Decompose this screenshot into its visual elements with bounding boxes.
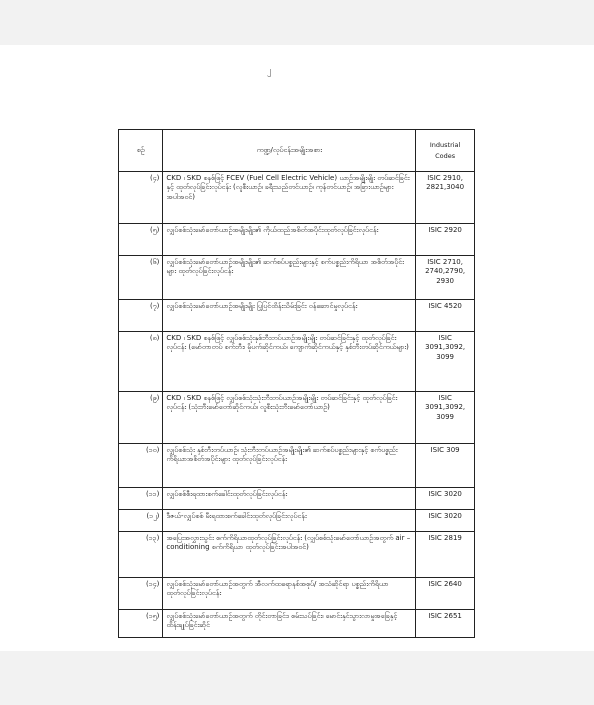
table-row (119, 578, 475, 610)
table-row (119, 444, 475, 488)
header-no: စဉ် (119, 130, 163, 172)
row-code: ISIC 3020 (416, 510, 475, 532)
row-description: လျှပ်စစ်သုံးမော်တော်ယာဉ်အမျိုးမျိုး၏ ဆက်စပ်ပစ္စည်းများနှင့် စက်ပစ္စည်းကိရိယာ အစိတ်အပိုင်းများ ထုတ်လုပ်ခြင်းလုပ်ငန်း (163, 256, 416, 300)
row-code: ISIC 3020 (416, 488, 475, 510)
table-row (119, 332, 475, 392)
row-description: ဒီဇယ်-လျှပ်စစ် မီးရထားစက်ခေါင်းထုတ်လုပ်ခြင်းလုပ်ငန်း (163, 510, 416, 532)
row-number: (၉) (119, 392, 163, 444)
row-number: (၁၂) (119, 510, 163, 532)
header-codes (416, 130, 475, 172)
table-row (119, 392, 475, 444)
row-description: လျှပ်စစ်သုံးမော်တော်ယာဉ်အတွက် တိုင်းတာခြင်း၊ စမ်းသပ်ခြင်း၊ မောင်းနှင်သွားလာမှုအခြေနှင့် ထိန်းချုပ်ခြင်းဆိုင် (163, 610, 416, 638)
row-description: CKD ၊ SKD စနစ်ဖြင့် လျှပ်စစ်သုံးသုံးဘီးတပ်ယာဉ်အမျိုးမျိုး တပ်ဆင်ခြင်းနှင့် ထုတ်လုပ်ခြင်းလုပ်ငန်း (သုံးဘီးမော်တော်ဆိုင်ကယ်၊ လူစီးသုံးဘီးမော်တော်ယာဉ်) (163, 392, 416, 444)
row-description: လျှပ်စစ်သုံးမော်တော်ယာဉ်အတွက် အီလက်ထရောနစ်အစုပ်/ အသံဆိုင်ရာ ပစ္စည်းကိရိယာထုတ်လုပ်ခြင်းလုပ်ငန်း (163, 578, 416, 610)
row-number: (၁၀) (119, 444, 163, 488)
header-codes-line2: Codes (435, 151, 456, 160)
row-number: (၁၁) (119, 488, 163, 510)
industrial-codes-table (118, 129, 475, 638)
row-description: CKD ၊ SKD စနစ်ဖြင့် လျှပ်စစ်သုံးနှစ်ဘီးတပ်ယာဉ်အမျိုးမျိုး တပ်ဆင်ခြင်းနှင့် ထုတ်လုပ်ခြင်းလုပ်ငန်း (မော်တာတပ် စက်ဘီး၊ မိုပက်ဆိုင်ကယ်၊ ကျောက်ဆိုင်ကယ်နှင့် နှစ်ဘီးတပ်ဆိုင်ကယ်များ) (163, 332, 416, 392)
table-row (119, 610, 475, 638)
table-row (119, 256, 475, 300)
table-header-row (119, 130, 475, 172)
table-row (119, 172, 475, 224)
row-number: (၆) (119, 256, 163, 300)
row-number: (၁၃) (119, 532, 163, 578)
row-description: လျှပ်စစ်သုံးမော်တော်ယာဉ်အမျိုးမျိုး၏ ကိုယ်ထည်အစိတ်အပိုင်းထုတ်လုပ်ခြင်းလုပ်ငန်း (163, 224, 416, 256)
table-row (119, 300, 475, 332)
header-codes-line1: Industrial (429, 141, 461, 150)
row-code: ISIC 2920 (416, 224, 475, 256)
row-code: ISIC 309 (416, 444, 475, 488)
row-code: ISIC 3091,3092, 3099 (416, 332, 475, 392)
row-number: (၇) (119, 300, 163, 332)
row-code: ISIC 3091,3092, 3099 (416, 392, 475, 444)
table-row (119, 224, 475, 256)
row-number: (၄) (119, 172, 163, 224)
table-row (119, 488, 475, 510)
page-number: ၂ (267, 66, 272, 76)
row-description: လျှပ်စစ်စီးရထားစက်ခေါင်းထုတ်လုပ်ခြင်းလုပ်ငန်း (163, 488, 416, 510)
header-description: ကဏ္ဍ/လုပ်ငန်းအမျိုးအစား (163, 130, 416, 172)
row-number: (၅) (119, 224, 163, 256)
row-code: ISIC 2640 (416, 578, 475, 610)
row-code: ISIC 2819 (416, 532, 475, 578)
table-row (119, 510, 475, 532)
row-description: လျှပ်စစ်သုံး နှစ်ဘီးတပ်ယာဉ်၊ သုံးဘီးတပ်ယာဉ်အမျိုးမျိုး၏ ဆက်စပ်ပစ္စည်းများနှင့် စက်ပစ္စည်းကိရိယာအစိတ်အပိုင်းများ ထုတ်လုပ်ခြင်းလုပ်ငန်း (163, 444, 416, 488)
document-page (0, 45, 594, 651)
row-description: အပြေးအလွှားသွင်း စက်ကိရိယာထုတ်လုပ်ခြင်းလုပ်ငန်း (လျှပ်စစ်သုံးမော်တော်ယာဉ်အတွက် air – conditioning စက်ကိရိယာ ထုတ်လုပ်ခြင်းအပါအဝင်) (163, 532, 416, 578)
row-number: (၁၄) (119, 578, 163, 610)
row-number: (၁၅) (119, 610, 163, 638)
row-code: ISIC 2651 (416, 610, 475, 638)
row-description: CKD ၊ SKD စနစ်ဖြင့် FCEV (Fuel Cell Electric Vehicle) ယာဉ်အမျိုးမျိုး တပ်ဆင်ခြင်းနှင့် ထုတ်လုပ်ခြင်းလုပ်ငန်း (လူစီးယာဉ်၊ ခရီးသည်တင်ယာဉ်၊ ကုန်တင်ယာဉ်၊ အခြားယာဉ်များအပါအဝင်) (163, 172, 416, 224)
row-code: ISIC 2910, 2821,3040 (416, 172, 475, 224)
row-code: ISIC 4520 (416, 300, 475, 332)
row-number: (၈) (119, 332, 163, 392)
table-row (119, 532, 475, 578)
row-description: လျှပ်စစ်သုံးမော်တော်ယာဉ်အမျိုးမျိုး ပြုပြင်ထိန်းသိမ်းခြင်း ဝန်ဆောင်မှုလုပ်ငန်း (163, 300, 416, 332)
row-code: ISIC 2710, 2740,2790, 2930 (416, 256, 475, 300)
